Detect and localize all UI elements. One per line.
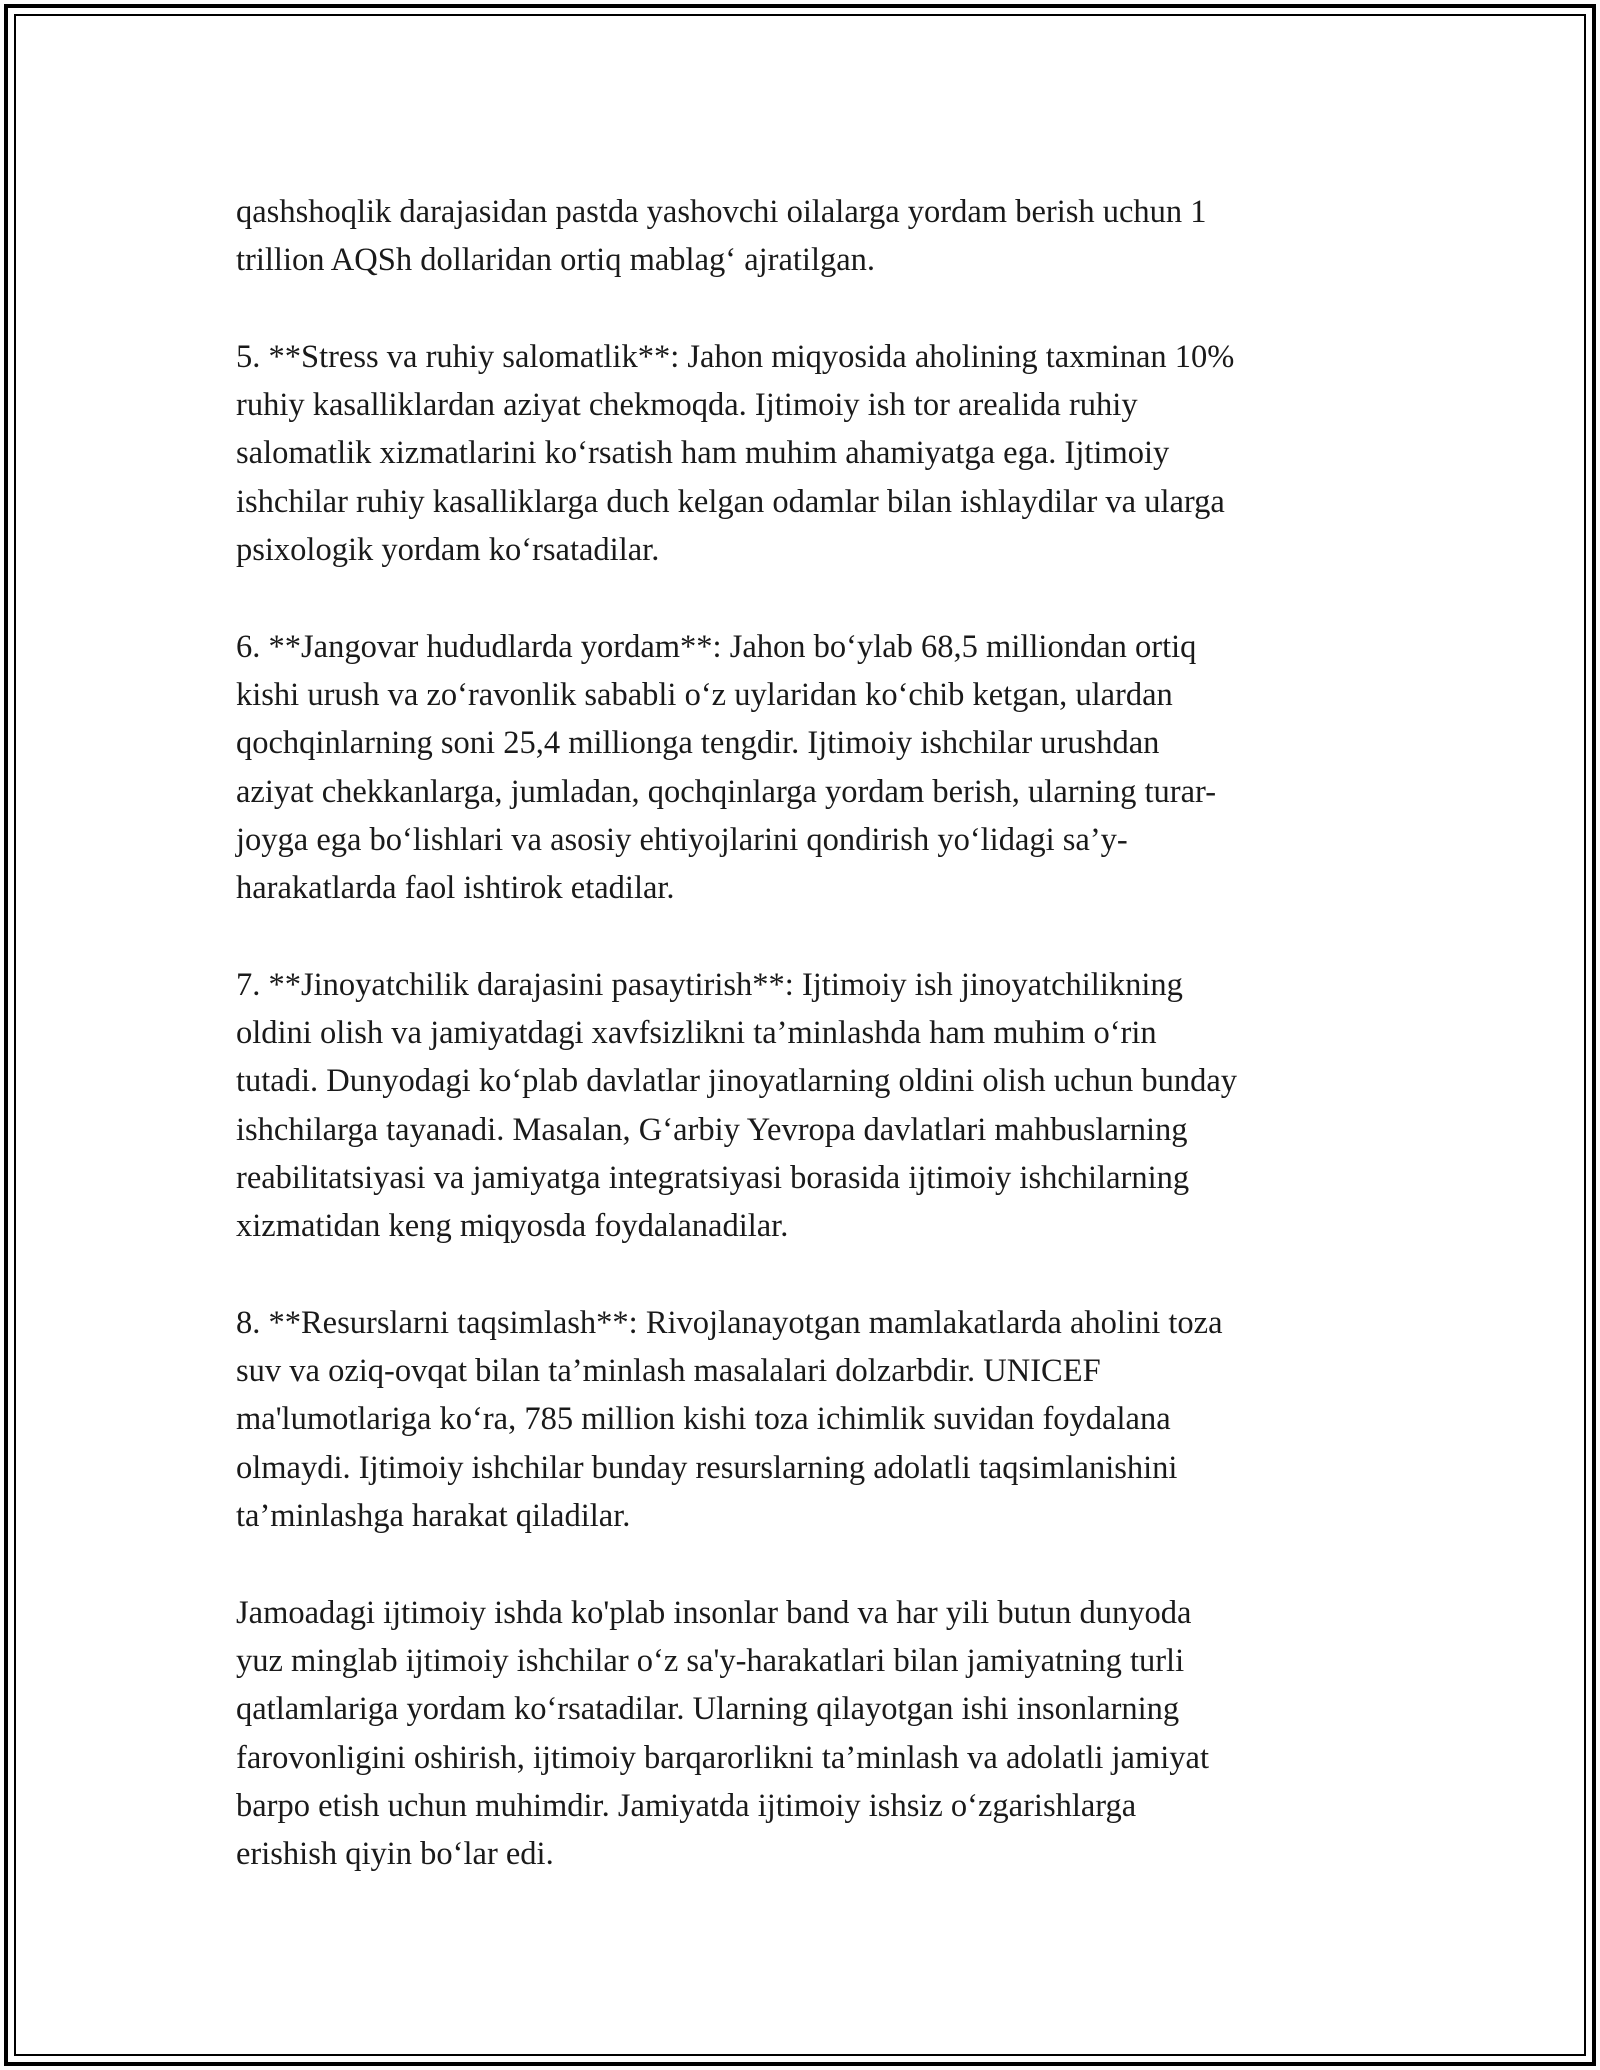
paragraph-crime-reduction: 7. **Jinoyatchilik darajasini pasaytirish**: Ijtimoiy ish jinoyatchilikning oldini olish va jamiyatdagi xavfsizlikni ta’minlashda ham muhim o‘rin tutadi. Dunyodagi ko‘plab davlatlar jinoyatlarning oldini olish uchun bunday ishchilarga tayanadi. Masalan, G‘arbiy Yevropa davlatlari mahbuslarning reabilitatsiyasi va jamiyatga integratsiyasi borasida ijtimoiy ishchilarning xizmatidan keng miqyosda foydalanadilar. — [236, 966, 1237, 1245]
paragraph-war-zones-help: 6. **Jangovar hududlarda yordam**: Jahon bo‘ylab 68,5 milliondan ortiq kishi urush va zo‘ravonlik sababli o‘z uylaridan ko‘chib ketgan, ulardan qochqinlarning soni 25,4 millionga tengdir. Ijtimoiy ishchilar urushdan aziyat chekkanlarga, jumladan, qochqinlarga yordam berish, ularning turar- joyga ega bo‘lishlari va asosiy ehtiyojlarini qondirish yo‘lidagi sa’y- harakatlarda faol ishtirok etadilar. — [236, 628, 1217, 907]
paragraph-conclusion: Jamoadagi ijtimoiy ishda ko'plab insonlar band va har yili butun dunyoda yuz minglab ijtimoiy ishchilar o‘z sa'y-harakatlari bilan jamiyatning turli qatlamlariga yordam ko‘rsatadilar. Ularning qilayotgan ishi insonlarning farovonligini oshirish, ijtimoiy barqarorlikni ta’minlash va adolatli jamiyat barpo etish uchun muhimdir. Jamiyatda ijtimoiy ishsiz o‘zgarishlarga erishish qiyin bo‘lar edi. — [236, 1594, 1210, 1873]
document-body — [236, 188, 1396, 1927]
paragraph-stress-mental-health: 5. **Stress va ruhiy salomatlik**: Jahon miqyosida aholining taxminan 10% ruhiy kasalliklardan aziyat chekmoqda. Ijtimoiy ish tor arealida ruhiy salomatlik xizmatlarini ko‘rsatish ham muhim ahamiyatga ega. Ijtimoiy ishchilar ruhiy kasalliklarga duch kelgan odamlar bilan ishlaydilar va ularga psixologik yordam ko‘rsatadilar. — [236, 338, 1235, 569]
paragraph-poverty-continuation: qashshoqlik darajasidan pastda yashovchi oilalarga yordam berish uchun 1 trillion AQSh dollaridan ortiq mablag‘ ajratilgan. — [236, 194, 1207, 279]
paragraph-resource-distribution: 8. **Resurslarni taqsimlash**: Rivojlanayotgan mamlakatlarda aholini toza suv va oziq-ovqat bilan ta’minlash masalalari dolzarbdir. UNICEF ma'lumotlariga ko‘ra, 785 million kishi toza ichimlik suvidan foydalana olmaydi. Ijtimoiy ishchilar bunday resurslarning adolatli taqsimlanishini ta’minlashga harakat qiladilar. — [236, 1304, 1223, 1535]
